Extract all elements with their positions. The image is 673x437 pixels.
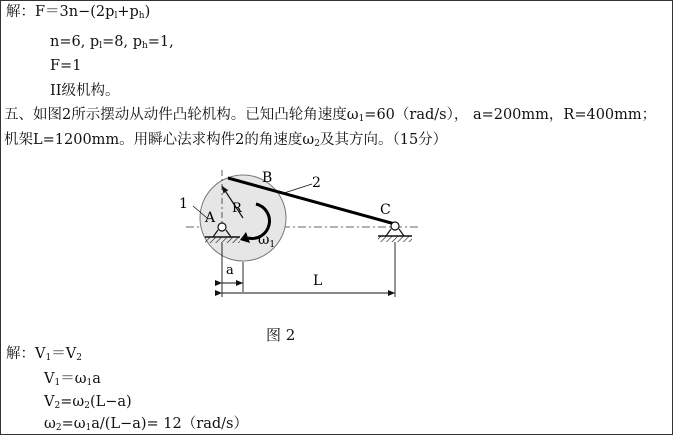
text: 解：V [6, 346, 46, 362]
formula-line-result: F=1 [50, 58, 82, 74]
solution-line-3 [44, 393, 132, 415]
label-2: 2 [312, 175, 321, 191]
subscript: 2 [314, 139, 320, 149]
text: n=6, p [50, 34, 100, 50]
text: a [92, 371, 101, 387]
label-b: B [262, 170, 273, 186]
subscript: 1 [86, 378, 93, 388]
subscript: h [138, 11, 145, 21]
solution-line-4 [44, 415, 248, 437]
text: (L−a) [89, 394, 132, 410]
text: =1, [147, 34, 174, 50]
label-a-dimension: a [226, 263, 234, 278]
text: =60（rad/s）， a=200mm，R=400mm； [364, 107, 657, 123]
label-a-point: A [205, 210, 216, 226]
ground-a-hatch [205, 237, 240, 243]
subscript: 1 [45, 353, 52, 363]
subscript: l [114, 11, 118, 21]
subscript: 2 [76, 353, 82, 363]
label-1: 1 [179, 196, 188, 212]
subscript: l [99, 41, 103, 51]
subscript: 1 [85, 423, 92, 433]
text: ＝V [51, 346, 77, 362]
text: V [44, 371, 55, 387]
text: 机架L=1200mm。用瞬心法求构件2的角速度ω [4, 132, 315, 148]
text: ) [144, 4, 151, 20]
leader-2 [284, 184, 312, 193]
pivot-c-joint [391, 222, 399, 230]
subscript: 1 [358, 114, 365, 124]
label-c: C [380, 202, 391, 218]
subscript: 2 [55, 423, 62, 433]
text: V [44, 394, 55, 410]
text: =8, p [102, 34, 142, 50]
text: 解：F＝3n−(2p [6, 4, 115, 20]
subscript: 1 [54, 378, 61, 388]
subscript: 1 [269, 240, 276, 250]
subscript: 2 [84, 401, 90, 411]
text: 五、如图2所示摆动从动件凸轮机构。已知凸轮角速度ω [4, 107, 359, 123]
text: =ω [61, 416, 86, 432]
label-l-dimension: L [313, 273, 323, 289]
text: ω [258, 232, 270, 248]
solution-line-2 [44, 370, 101, 392]
pivot-a-joint [218, 223, 226, 231]
text: a/(L−a)= 12（rad/s） [91, 416, 248, 432]
ground-c-hatch [378, 236, 412, 242]
conclusion-line: II级机构。 [50, 83, 120, 99]
subscript: h [141, 41, 148, 51]
label-r: R [232, 201, 242, 216]
text: ＝ω [60, 371, 87, 387]
text: =ω [60, 394, 85, 410]
subscript: 2 [54, 401, 61, 411]
text: +p [117, 4, 139, 20]
solution-line-1 [6, 345, 82, 367]
text: 及其方向。（15分） [319, 132, 448, 148]
figure-caption: 图 2 [266, 326, 296, 344]
text: ω [44, 416, 56, 432]
